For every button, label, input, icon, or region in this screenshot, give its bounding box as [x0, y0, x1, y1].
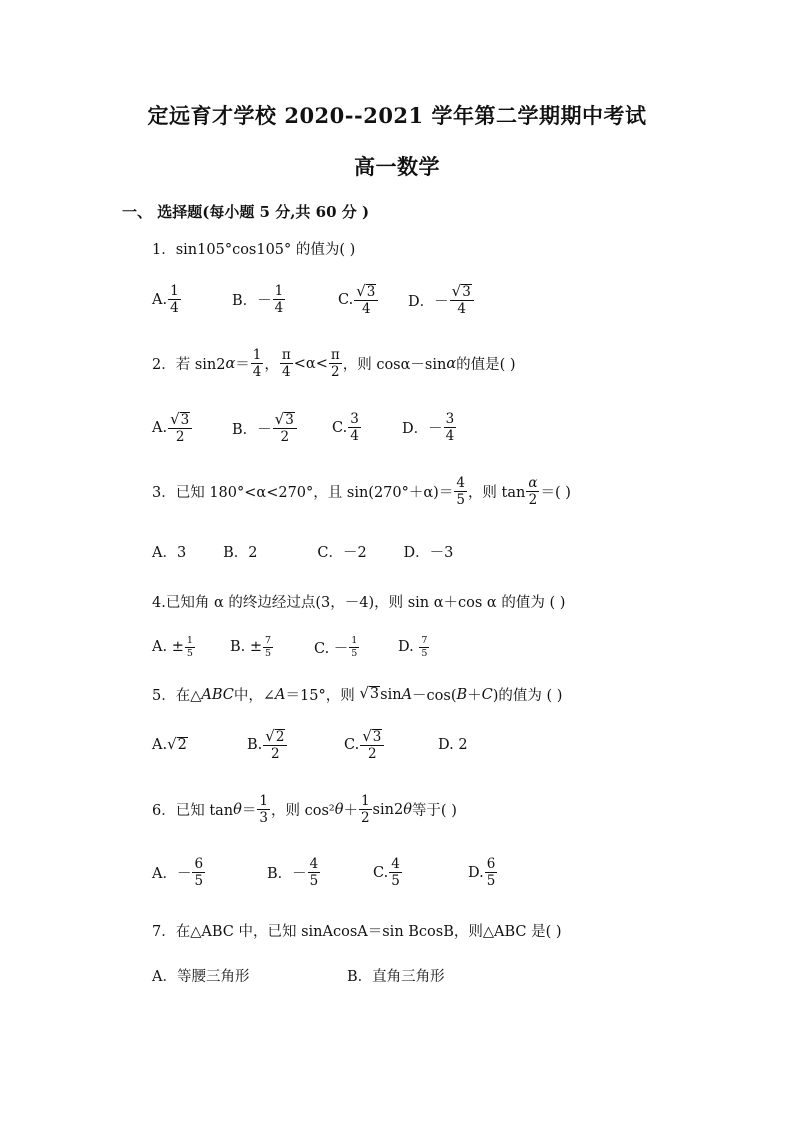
q5-option-c: C. √ 3 2 [344, 729, 385, 761]
exam-subtitle: 高一数学 [354, 154, 440, 179]
q1-option-c: C. √ 3 4 [338, 284, 379, 316]
question-3-options: A．3 B．2 C．－2 D．－3 [152, 545, 454, 561]
question-7-stem: 7．在△ABC 中，已知 sinAcosA＝sin BcosB，则△ABC 是( ) [152, 924, 562, 940]
question-4-stem: 4.已知角 α 的终边经过点(3，－4)，则 sin α＋cos α 的值为 ( ) [152, 595, 566, 611]
q1-option-d: D．－ √ 3 4 [408, 284, 475, 316]
q5-option-d: D. 2 [438, 737, 468, 753]
q2-option-a: A. √ 3 2 [152, 412, 193, 444]
q5-option-b: B. √ 2 2 [247, 729, 288, 761]
q4-option-c: C. － $\frac{1}{5}$ [314, 635, 358, 659]
q4-option-a: A. ± $\frac{1}{5}$ [152, 635, 193, 659]
question-1-stem: 1．sin105°cos105° 的值为( ) [152, 242, 356, 258]
q5-option-a: A. √ 2 [152, 735, 187, 754]
q2-option-d: D．－ $\frac{3}{4}$ [402, 411, 455, 445]
exam-title: 定远育才学校 2020--2021 学年第二学期期中考试 [147, 103, 647, 128]
q1-option-b: B．－ $\frac{1}{4}$ [232, 283, 284, 317]
q6-option-d: D. $\frac{6}{5}$ [468, 856, 496, 890]
q7-option-b: B．直角三角形 [347, 969, 445, 985]
exam-page: 定远育才学校 2020--2021 学年第二学期期中考试 高一数学 一、 选择题(每小题 5 分,共 60 分 ) 1．sin105°cos105° 的值为( ) A. $\frac{1}{4}$ B．－ $\frac{1}{4}$ C. √ 3 4 D．－ √ 3 4 2．若 sin2 α ＝ $\frac{1}{4}$ ， $\frac{\pi}{4}$ <α< $\frac{\pi}{2}$ ，则 cosα－sin α 的值是( ) A. √ 3 2 B．－ √ 3 2 C. $\frac{3}{4}$ D．－ $\frac{3}{4}$ 3．已知 180°<α<270°，且 sin(270°＋α)＝ $\frac{4}{5}$ ，则 tan $\frac{\alpha}{2}$ ＝( ) A．3 B．2 C．－2 D．－3 4.已知角 α 的终边经过点(3，－4)，则 sin α＋cos α 的值为 ( ) A. ± $\frac{1}{5}$ B. ± $\frac{7}{5}$ C. － $\frac{1}{5}$ D. $\frac{7}{5}$ 5．在△ ABC 中，∠ A ＝15°，则 √ 3 sin A －cos( B ＋ C )的值为 ( ) A. √ 2 B. √ 2 2 C. √ 3 2 D. 2 6．已知 tan θ ＝ $\frac{1}{3}$ ，则 cos² θ ＋ $\frac{1}{2}$ sin2 θ 等于( ) A．－ $\frac{6}{5}$ B．－ $\frac{4}{5}$ C. $\frac{4}{5}$ D. $\frac{6}{5}$ 7．在△ABC 中，已知 sinAcosA＝sin BcosB，则△ABC 是( ) A．等腰三角形 B．直角三角形 [0, 0, 794, 1123]
q6-option-b: B．－ $\frac{4}{5}$ [267, 856, 319, 890]
q6-option-a: A．－ $\frac{6}{5}$ [152, 856, 204, 890]
section-heading: 一、 选择题(每小题 5 分,共 60 分 ) [122, 203, 370, 221]
q4-option-b: B. ± $\frac{7}{5}$ [230, 635, 272, 659]
q2-option-b: B．－ √ 3 2 [232, 412, 298, 444]
q2-option-c: C. $\frac{3}{4}$ [332, 411, 359, 445]
q4-option-d: D. $\frac{7}{5}$ [398, 635, 428, 659]
q6-option-c: C. $\frac{4}{5}$ [373, 856, 400, 890]
q1-option-a: A. $\frac{1}{4}$ [152, 283, 179, 317]
q7-option-a: A．等腰三角形 [152, 969, 250, 985]
